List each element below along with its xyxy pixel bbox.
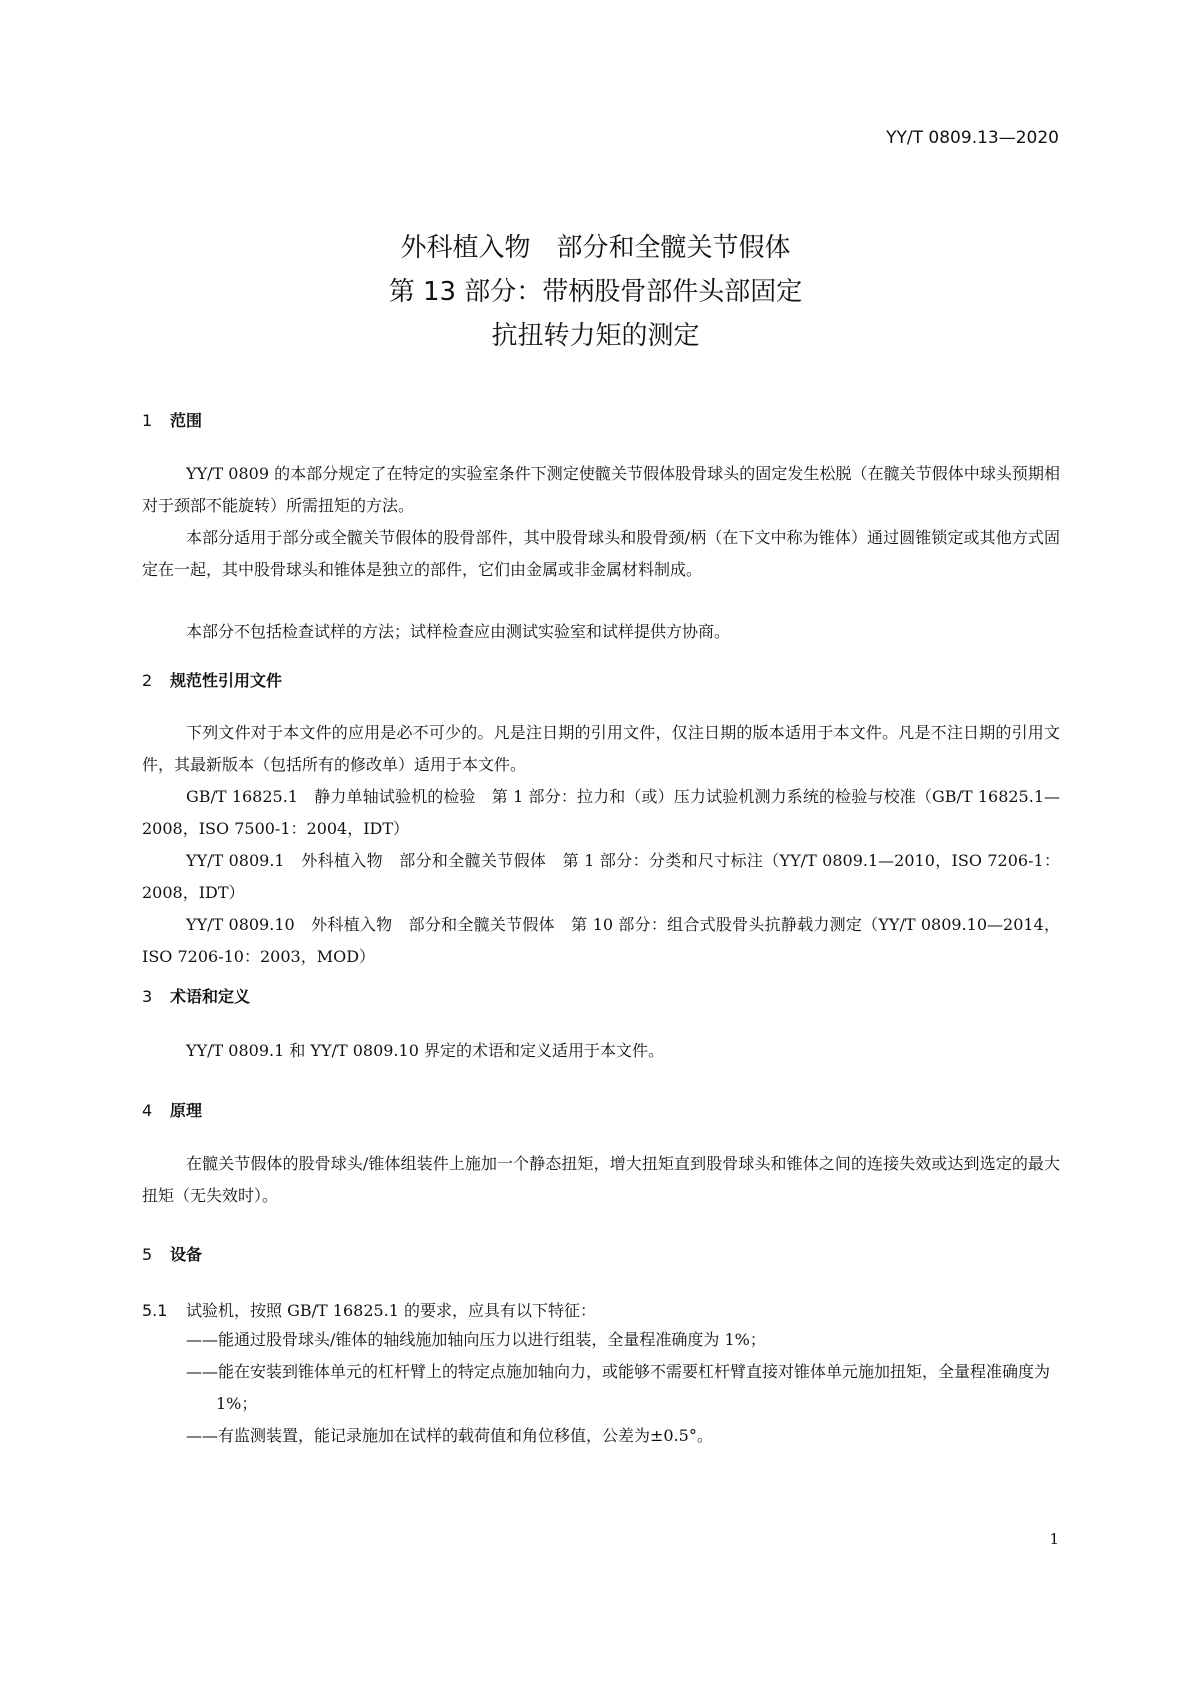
paragraph: YY/T 0809.1 和 YY/T 0809.10 界定的术语和定义适用于本文件。	[186, 1041, 664, 1060]
paragraph: 本部分适用于部分或全髋关节假体的股骨部件，其中股骨球头和股骨颈/柄（在下文中称为锥体）通过圆锥锁定或其他方式固定在一起，其中股骨球头和锥体是独立的部件，它们由金属或非金属材料制成。	[142, 528, 1060, 579]
section-title: 范围	[170, 411, 203, 430]
section-number: 3	[142, 987, 153, 1006]
section-title: 规范性引用文件	[170, 671, 283, 690]
subclause-number: 5.1	[142, 1301, 168, 1320]
section-title: 原理	[170, 1101, 203, 1120]
section-title: 设备	[170, 1245, 203, 1264]
section-heading-3	[142, 984, 250, 1007]
section-number: 5	[142, 1245, 153, 1264]
document-code: YY/T 0809.13—2020	[886, 128, 1059, 148]
list-item: ——能在安装到锥体单元的杠杆臂上的特定点施加轴向力，或能够不需要杠杆臂直接对锥体单元施加扭矩，全量程准确度为 1%；	[186, 1362, 1051, 1413]
title-line-3: 抗扭转力矩的测定	[491, 321, 700, 351]
section-number: 1	[142, 411, 153, 430]
list-item: ——能通过股骨球头/锥体的轴线施加轴向压力以进行组装，全量程准确度为 1%；	[186, 1330, 766, 1349]
list-item: ——有监测装置，能记录施加在试样的载荷值和角位移值，公差为±0.5°。	[186, 1426, 713, 1445]
subclause-5-1	[142, 1298, 596, 1321]
section-number: 4	[142, 1101, 153, 1120]
paragraph: YY/T 0809 的本部分规定了在特定的实验室条件下测定使髋关节假体股骨球头的固定发生松脱（在髋关节假体中球头预期相对于颈部不能旋转）所需扭矩的方法。	[142, 464, 1060, 515]
section-number: 2	[142, 671, 153, 690]
section-heading-5	[142, 1242, 202, 1265]
reference-item: YY/T 0809.10 外科植入物 部分和全髋关节假体 第 10 部分：组合式股骨头抗静载力测定（YY/T 0809.10—2014，ISO 7206-10：2003，MOD）	[142, 915, 1060, 966]
document-title	[0, 226, 1191, 358]
reference-item: YY/T 0809.1 外科植入物 部分和全髋关节假体 第 1 部分：分类和尺寸标注（YY/T 0809.1—2010，ISO 7206-1：2008，IDT）	[142, 851, 1060, 902]
section-heading-4	[142, 1098, 202, 1121]
subclause-text: 试验机，按照 GB/T 16825.1 的要求，应具有以下特征：	[186, 1301, 597, 1320]
section-heading-1	[142, 408, 202, 431]
section-title: 术语和定义	[170, 987, 251, 1006]
paragraph: 下列文件对于本文件的应用是必不可少的。凡是注日期的引用文件，仅注日期的版本适用于本文件。凡是不注日期的引用文件，其最新版本（包括所有的修改单）适用于本文件。	[142, 723, 1060, 774]
title-line-2: 第 13 部分：带柄股骨部件头部固定	[388, 277, 803, 307]
paragraph: 在髋关节假体的股骨球头/锥体组装件上施加一个静态扭矩，增大扭矩直到股骨球头和锥体之间的连接失效或达到选定的最大扭矩（无失效时）。	[142, 1154, 1060, 1205]
section-heading-2	[142, 668, 282, 691]
paragraph: 本部分不包括检查试样的方法；试样检查应由测试实验室和试样提供方协商。	[186, 622, 731, 641]
title-line-1: 外科植入物 部分和全髋关节假体	[400, 233, 791, 263]
reference-item: GB/T 16825.1 静力单轴试验机的检验 第 1 部分：拉力和（或）压力试验机测力系统的检验与校准（GB/T 16825.1—2008，ISO 7500-1：2004，IDT）	[142, 787, 1060, 838]
page-number: 1	[1049, 1530, 1059, 1548]
